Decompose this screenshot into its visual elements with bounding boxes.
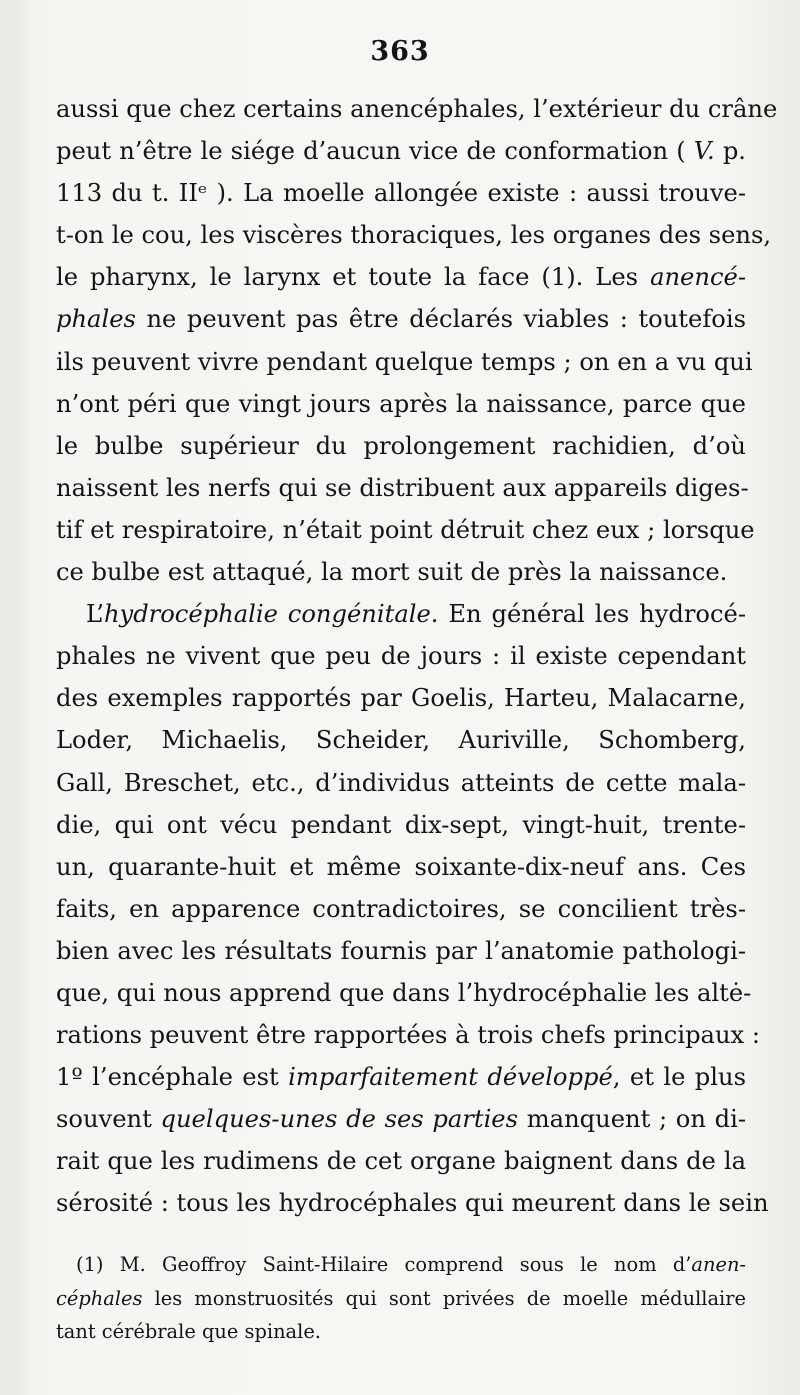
body-text: ce bulbe est attaqué, la mort suit de près la naissance. <box>56 558 728 587</box>
body-line <box>56 1098 746 1140</box>
body-line <box>56 1140 746 1182</box>
body-text: p. <box>714 137 746 166</box>
body-text: sérosité : tous les hydrocéphales qui meurent dans le sein <box>56 1189 769 1218</box>
body-text: t-on le cou, les viscères thoraciques, les organes des sens, <box>56 221 772 250</box>
body-line <box>56 762 746 804</box>
body-line <box>56 467 749 509</box>
body-line <box>56 719 746 761</box>
body-text: des exemples rapportés par Goelis, Harteu, Malacarne, <box>56 684 746 713</box>
body-line <box>56 593 746 635</box>
footnote-line <box>56 1282 746 1316</box>
body-text: manquent ; on di- <box>518 1105 746 1134</box>
footnote <box>56 1248 746 1349</box>
footnote-text: les monstruosités qui sont privées de moelle médullaire <box>142 1286 746 1310</box>
body-line <box>56 172 746 214</box>
body-text: ils peuvent vivre pendant quelque temps ; on en a vu qui <box>56 347 753 376</box>
footnote-italic-text: anen- <box>691 1253 746 1276</box>
body-italic-text: phales <box>56 305 136 334</box>
body-line <box>56 1056 746 1098</box>
body-line <box>56 256 746 298</box>
body-text: le pharynx, le larynx et toute la face (1). Les <box>56 263 651 292</box>
body-text <box>56 88 778 1225</box>
body-text: , et le plus <box>612 1063 747 1092</box>
footnote-text: tant cérébrale que spinale. <box>56 1320 321 1343</box>
body-line <box>56 1014 761 1056</box>
body-line <box>56 677 746 719</box>
body-text: rait que les rudimens de cet organe baignent dans de la <box>56 1147 746 1176</box>
body-line <box>56 635 746 677</box>
body-text: phales ne vivent que peu de jours : il existe cependant <box>56 642 746 671</box>
body-text: die, qui ont vécu pendant dix-sept, vingt-huit, trente- <box>56 810 746 839</box>
body-line <box>56 130 746 172</box>
body-text: que, qui nous apprend que dans l’hydrocéphalie les altė- <box>56 978 752 1007</box>
footnote-line <box>56 1315 746 1349</box>
body-italic-text: imparfaitement développé <box>288 1063 613 1092</box>
body-line <box>56 214 772 256</box>
body-text: aussi que chez certains anencéphales, l’extérieur du crâne <box>56 95 778 123</box>
body-text: 1º l’encéphale est <box>56 1063 289 1092</box>
footnote-italic-text: céphales <box>56 1286 143 1310</box>
body-italic-text: V. <box>693 137 715 166</box>
body-text: le bulbe supérieur du prolongement rachidien, d’où <box>56 431 746 460</box>
body-line <box>56 425 746 467</box>
body-line <box>56 88 778 130</box>
body-line <box>56 341 753 383</box>
body-line <box>56 930 746 972</box>
body-text: ne peuvent pas être déclarés viables : toutefois <box>135 305 746 334</box>
body-text: bien avec les résultats fournis par l’anatomie pathologi- <box>56 936 746 965</box>
body-text: En général les hydrocé- <box>438 600 747 629</box>
body-text: un, quarante-huit et même soixante-dix-neuf ans. Ces <box>56 852 746 881</box>
body-text: n’ont péri que vingt jours après la naissance, parce que <box>56 389 746 418</box>
body-text: Gall, Breschet, etc., d’individus atteints de cette mala- <box>56 768 746 797</box>
body-text: L’ <box>86 600 104 629</box>
body-line <box>56 888 746 930</box>
body-text: Loder, Michaelis, Scheider, Auriville, Schomberg, <box>56 726 746 755</box>
body-line <box>56 551 746 593</box>
body-italic-text: quelques-unes de ses parties <box>160 1105 519 1134</box>
body-line <box>56 804 746 846</box>
body-line <box>56 509 755 551</box>
body-line <box>56 846 746 888</box>
body-italic-text: anencé- <box>650 263 746 292</box>
page-number: 363 <box>370 36 430 67</box>
body-line <box>56 298 746 340</box>
footnote-line <box>56 1248 746 1282</box>
body-text: rations peuvent être rapportées à trois chefs principaux : <box>56 1021 761 1050</box>
body-italic-text: hydrocéphalie congénitale. <box>103 600 439 629</box>
body-line <box>56 972 752 1014</box>
body-text: tif et respiratoire, n’était point détruit chez eux ; lorsque <box>56 515 755 544</box>
footnote-text: (1) M. Geoffroy Saint-Hilaire comprend sous le nom d’ <box>76 1253 692 1276</box>
body-line <box>56 1182 769 1224</box>
body-text: peut n’être le siége d’aucun vice de conformation ( <box>56 137 694 166</box>
body-text: souvent <box>56 1105 161 1134</box>
body-text: faits, en apparence contradictoires, se concilient très- <box>56 894 746 923</box>
body-text: 113 du t. IIᵉ ). La moelle allongée existe : aussi trouve- <box>56 179 746 208</box>
body-text: naissent les nerfs qui se distribuent aux appareils diges- <box>56 473 749 502</box>
body-line <box>56 383 746 425</box>
